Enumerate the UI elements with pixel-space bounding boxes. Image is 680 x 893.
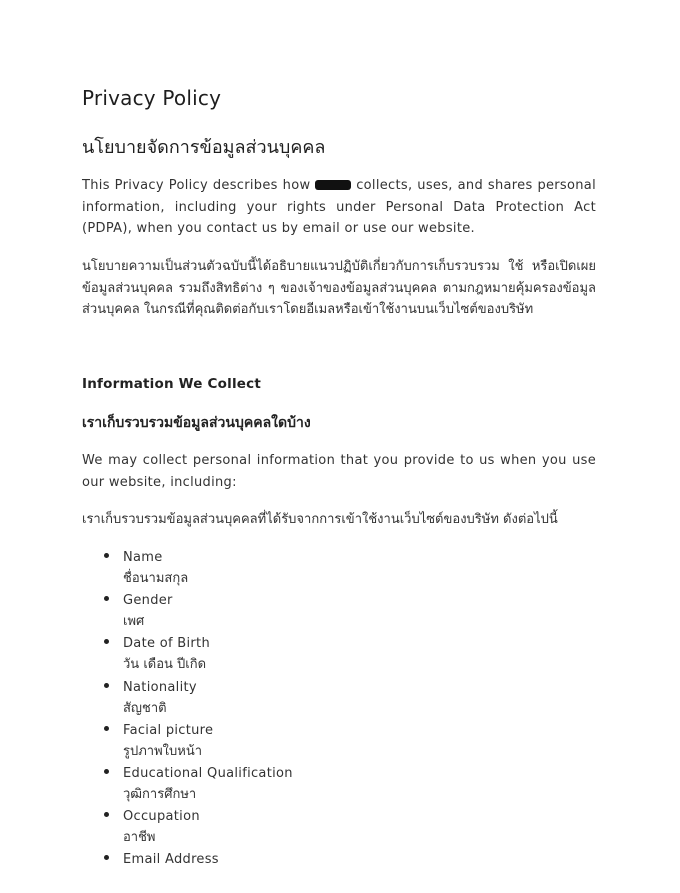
list-item: [100, 590, 293, 633]
page-title-thai: นโยบายจัดการข้อมูลส่วนบุคคล: [82, 137, 326, 158]
list-item: [100, 763, 293, 806]
list-item-label-thai: เพศ: [123, 614, 145, 630]
list-item-label-thai: สัญชาติ: [123, 700, 167, 716]
intro-text-after: collects, uses, and shares personal information, including your rights under Personal Data Protection Act (PDPA), when you contact us by email or use our website.: [82, 178, 596, 236]
collected-info-list: [100, 547, 293, 893]
list-item: [100, 547, 293, 590]
collect-description-en: We may collect personal information that you provide to us when you use our website, including:: [82, 453, 596, 490]
intro-paragraph-en: [82, 175, 596, 240]
bullet-icon: [104, 769, 109, 774]
list-item: [100, 806, 293, 849]
list-item-label: Date of Birth: [123, 636, 210, 652]
list-item-label: Email Address: [123, 852, 219, 868]
list-item-label-thai: อาชีพ: [123, 830, 156, 846]
section-heading-collect-thai: เราเก็บรวบรวมข้อมูลส่วนบุคคลใดบ้าง: [82, 415, 311, 431]
bullet-icon: [104, 553, 109, 558]
list-item: [100, 720, 293, 763]
bullet-icon: [104, 812, 109, 817]
list-item-label-thai: วุฒิการศึกษา: [123, 786, 197, 802]
list-item-label: Educational Qualification: [123, 765, 293, 781]
list-item: [100, 849, 293, 892]
intro-text-before: This Privacy Policy describes how: [82, 178, 316, 193]
list-item-label: Name: [123, 550, 163, 565]
collect-description-th: เราเก็บรวบรวมข้อมูลส่วนบุคคลที่ได้รับจากการเข้าใช้งานเว็บไซต์ของบริษัท ดังต่อไปนี้: [82, 512, 558, 527]
intro-paragraph-th: นโยบายความเป็นส่วนตัวฉบับนี้ได้อธิบายแนวปฏิบัติเกี่ยวกับการเก็บรวบรวม ใช้ หรือเปิดเผยข้อมูลส่วนบุคคล รวมถึงสิทธิต่าง ๆ ของเจ้าของข้อมูลส่วนบุคคล ตามกฎหมายคุ้มครองข้อมูลส่วนบุคคล ในกรณีที่คุณติดต่อกับเราโดยอีเมลหรือเข้าใช้งานบนเว็บไซต์ของบริษัท: [82, 259, 596, 317]
bullet-icon: [104, 726, 109, 731]
bullet-icon: [104, 683, 109, 688]
page-title: Privacy Policy: [82, 86, 222, 110]
bullet-icon: [104, 639, 109, 644]
list-item-label: Nationality: [123, 679, 197, 695]
list-item-label-thai: ชื่อนามสกุล: [123, 571, 189, 586]
redacted-company-name: [315, 180, 351, 190]
list-item-label: Occupation: [123, 809, 200, 825]
section-heading-collect: Information We Collect: [82, 376, 261, 392]
list-item-label: Gender: [123, 593, 173, 609]
list-item: [100, 677, 293, 720]
bullet-icon: [104, 596, 109, 601]
list-item: [100, 633, 293, 676]
list-item-label: Facial picture: [123, 722, 214, 738]
bullet-icon: [104, 855, 109, 860]
list-item-label-thai: รูปภาพใบหน้า: [123, 743, 203, 759]
list-item-label-thai: วัน เดือน ปีเกิด: [123, 657, 207, 673]
